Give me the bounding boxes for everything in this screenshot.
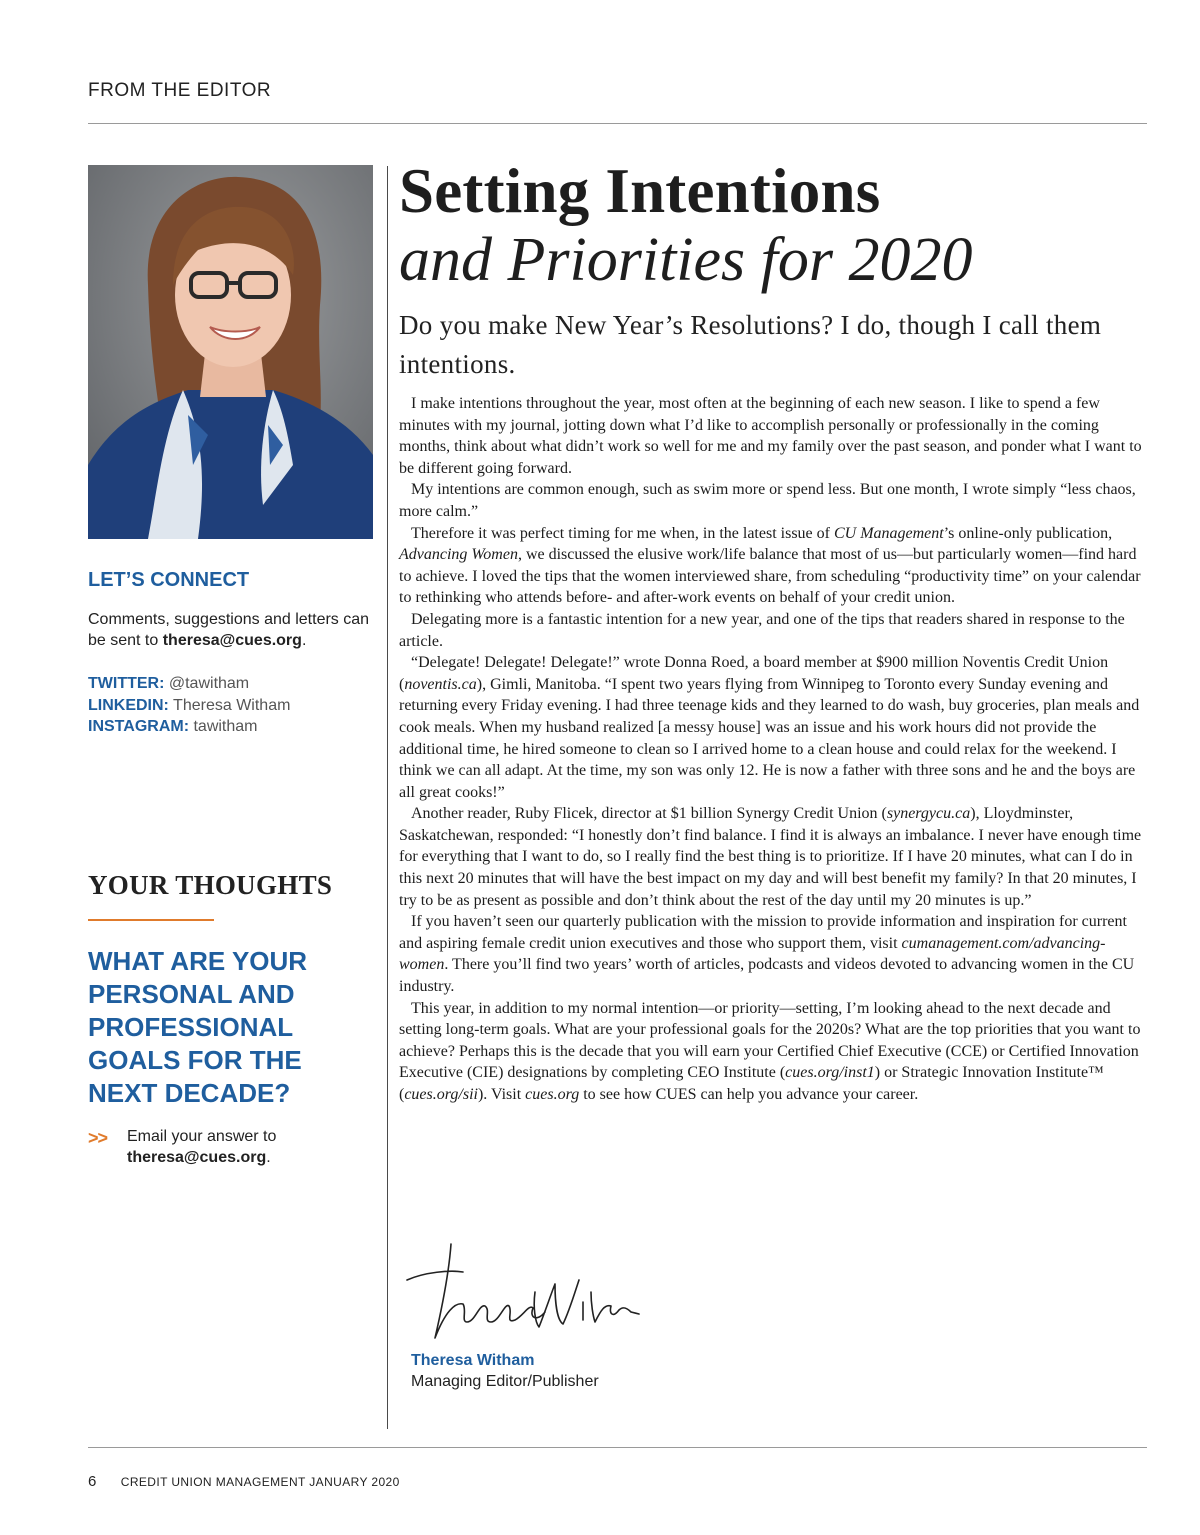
column-divider <box>387 166 388 1429</box>
footer <box>88 1473 400 1490</box>
orange-rule <box>88 919 214 921</box>
headline-italic: and Priorities for 2020 <box>399 226 973 294</box>
paragraph: I make intentions throughout the year, most often at the beginning of each new season. I like to spend a few minutes with my journal, jotting down what I’d like to accomplish personally or professionally in the coming months, think about what didn’t work so well for me and my family over the past season, and ponder what I want to be different going forward. <box>399 395 1142 477</box>
email-answer-text: Email your answer to theresa@cues.org. <box>127 1128 277 1166</box>
inline-link[interactable]: cumanagement.com/advancing-women <box>399 934 1106 974</box>
headline: Setting Intentions <box>399 156 881 226</box>
paragraph: Another reader, Ruby Flicek, director at $1 billion Synergy Credit Union (synergycu.ca), Lloydminster, Saskatchewan, responded: “I honestly don’t find balance. I find it is always an imbalance. I never have enough time for everything that I want to do, so I really find the best thing is to prioritize. If I have 20 minutes, what can I do in this next 20 minutes that will have the best impact on my day and will best benefit my family? In that 20 minutes, I try to be as present as possible and don’t think about the rest of the day until my 20 minutes is up.” <box>399 805 1142 909</box>
double-arrow-icon: >> <box>88 1128 108 1148</box>
signer-name: Theresa Witham <box>411 1352 535 1369</box>
paragraph: This year, in addition to my normal intention—or priority—setting, I’m looking ahead to the next decade and setting long-term goals. What are your professional goals for the 2020s? What are the top priorities that you want to achieve? Perhaps this is the decade that you will earn your Certified Chief Executive (CCE) or Certified Innovation Executive (CIE) designations by completing CEO Institute (cues.org/inst1) or Strategic Innovation Institute™ (cues.org/sii). Visit cues.org to see how CUES can help you advance your career. <box>399 999 1141 1103</box>
editor-photo <box>88 165 373 539</box>
connect-text: Comments, suggestions and letters can be sent to theresa@cues.org. <box>88 611 370 649</box>
inline-link[interactable]: synergycu.ca <box>886 805 971 823</box>
social-twitter[interactable]: TWITTER: @tawitham <box>88 675 250 692</box>
answer-email-link[interactable]: theresa@cues.org <box>127 1149 267 1166</box>
publication-name: CREDIT UNION MANAGEMENT <box>120 1475 306 1489</box>
handwritten-signature <box>405 1232 640 1347</box>
inline-link[interactable]: noventis.ca <box>404 675 477 693</box>
connect-email-link[interactable]: theresa@cues.org <box>162 632 302 649</box>
issue-date: JANUARY 2020 <box>309 1475 400 1489</box>
signer-title: Managing Editor/Publisher <box>411 1373 599 1390</box>
paragraph: If you haven’t seen our quarterly publication with the mission to provide information and inspiration for current and aspiring female credit union executives and those who support them, visit cumanagement.com/advancing-women. There you’ll find two years’ worth of articles, podcasts and videos devoted to advancing women in the CU industry. <box>399 913 1135 996</box>
your-thoughts-heading: YOUR THOUGHTS <box>88 870 333 900</box>
inline-link[interactable]: cues.org <box>525 1086 580 1103</box>
lets-connect-heading: LET’S CONNECT <box>88 569 250 591</box>
inline-link[interactable]: cues.org/inst1 <box>785 1064 875 1082</box>
social-links <box>88 673 290 738</box>
top-rule <box>88 123 1147 124</box>
article-body <box>399 393 1147 1106</box>
page-number: 6 <box>88 1473 97 1490</box>
paragraph: My intentions are common enough, such as swim more or spend less. But one month, I wrote simply “less chaos, more calm.” <box>399 481 1136 520</box>
paragraph: Delegating more is a fantastic intention for a new year, and one of the tips that readers shared in response to the article. <box>399 610 1125 650</box>
social-instagram[interactable]: INSTAGRAM: tawitham <box>88 718 258 735</box>
social-linkedin[interactable]: LINKEDIN: Theresa Witham <box>88 696 291 714</box>
goals-question: WHAT ARE YOUR PERSONAL AND PROFESSIONAL GOALS FOR THE NEXT DECADE? <box>88 946 308 1108</box>
bottom-rule <box>88 1447 1147 1448</box>
dek: Do you make New Year’s Resolutions? I do, though I call them intentions. <box>399 310 1102 379</box>
section-label: FROM THE EDITOR <box>88 80 272 101</box>
inline-link[interactable]: cues.org/sii <box>404 1086 478 1103</box>
paragraph: “Delegate! Delegate! Delegate!” wrote Donna Roed, a board member at $900 million Noventis Credit Union (noventis.ca), Gimli, Manitoba. “I spent two years flying from Winnipeg to Toronto every Sunday evening and returning every Friday evening. I had three teenage kids and they learned to do wash, buy groceries, plan meals and cook meals. When my husband realized [a messy house] was an issue and his work hours did not provide the additional time, he hired someone to clean so I arrived home to a clean house and could relax for the weekend. I think we can all adapt. At the time, my son was only 12. He is now a father with three sons and he and the boys are all great cooks!” <box>399 654 1140 801</box>
paragraph: Therefore it was perfect timing for me when, in the latest issue of CU Management’s online-only publication, Advancing Women, we discussed the elusive work/life balance that most of us—but particularly women—find hard to achieve. I loved the tips that the women interviewed share, from scheduling “productivity time” on your calendar to rethinking who attends before- and after-work events on behalf of your credit union. <box>399 524 1141 607</box>
